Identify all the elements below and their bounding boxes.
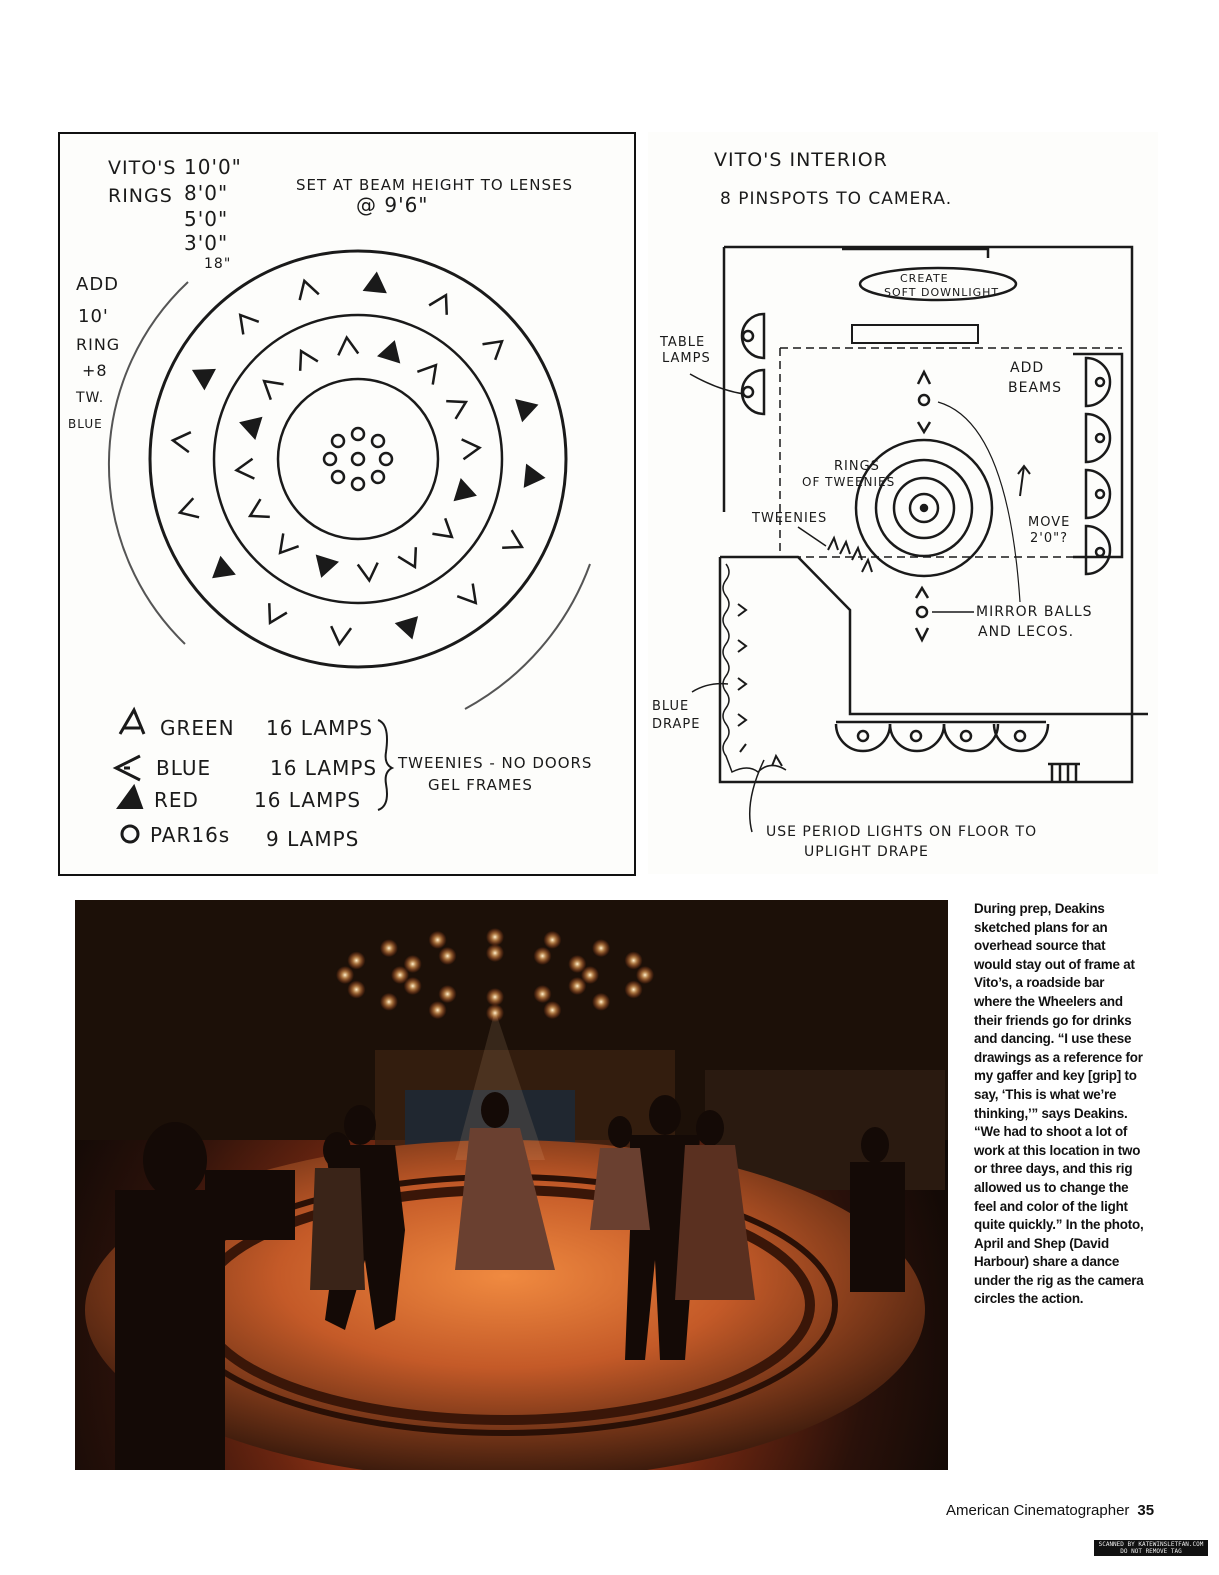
lamp-marker [429,290,455,314]
add-note-6: BLUE [68,417,103,431]
tweenies-label: TWEENIES [752,511,828,526]
lamp-marker [457,584,483,610]
blue-drape-1: BLUE [652,699,690,714]
lamp-marker [446,393,470,419]
lamp-marker [295,278,319,300]
rig-light [592,939,610,957]
beam-height: @ 9'6" [356,193,429,217]
lamp-marker [172,430,191,452]
lamp-marker [397,618,421,640]
blue-drape-2: DRAPE [652,717,701,732]
create-label: CREATE [900,272,949,285]
lamp-marker [233,309,259,335]
rings-label-1: RINGS [834,459,880,474]
rig-light [625,951,643,969]
lamp-marker [238,413,260,437]
lamp-marker [236,459,255,480]
rig-light [486,928,504,946]
uplight-icons [738,604,782,766]
legend-par-count: 9 LAMPS [266,827,360,851]
rig-light [347,951,365,969]
drape-line [723,564,786,772]
rig-light [568,977,586,995]
bottom-lamps-icon [836,722,1080,782]
lamp-marker [189,362,213,388]
lamp-marker [379,339,403,361]
rig-light [486,988,504,1006]
green-lamp-icon [120,710,144,734]
watermark-line-1: SCANNED BY KATEWINSLETFAN.COM [1098,1541,1204,1548]
rig-light [486,944,504,962]
rig-light [625,981,643,999]
red-lamp-icon [118,786,142,808]
page-footer [946,1502,1154,1519]
soft-downlight-label: SOFT DOWNLIGHT [884,286,1000,299]
add-beams-2: BEAMS [1008,380,1062,396]
ring-size-5: 18" [204,256,232,272]
lamp-marker [358,563,379,582]
publication-name: American Cinematographer [946,1502,1130,1519]
rig-light [380,939,398,957]
dance-floor-photo [75,900,948,1470]
legend-blue: BLUE [156,756,212,780]
move-label-2: 2'0"? [1030,531,1068,546]
interior-floor-plan-sketch [648,132,1158,874]
lamp-marker [261,603,287,627]
lighting-rig-sketch [58,132,636,876]
photo-illustration [75,900,948,1470]
add-note-5: TW. [76,390,105,406]
rig-light [534,985,552,1003]
legend-red-count: 16 LAMPS [254,788,362,812]
floor-plan [648,132,1158,874]
floor-plan-title: VITO'S INTERIOR [714,149,888,171]
lamp-marker [462,438,481,459]
rig-light [543,931,561,949]
legend [116,710,592,851]
lamp-marker [525,466,544,488]
add-note-2: 10' [78,306,109,327]
lamp-marker [245,499,269,525]
ring-size-1: 10'0" [184,155,242,179]
mirror-label-1: MIRROR BALLS [976,604,1093,620]
ring-size-3: 5'0" [184,207,229,231]
rig-light [568,955,586,973]
rig-light [429,931,447,949]
lamp-marker [483,334,509,360]
lamp-marker [337,337,358,356]
rig-light [380,993,398,1011]
rig-light [534,947,552,965]
ring-size-2: 8'0" [184,181,229,205]
beam-note: SET AT BEAM HEIGHT TO LENSES [296,176,574,194]
header-vitos: VITO'S [108,157,177,179]
lamp-marker [312,556,336,578]
header-rings: RINGS [108,185,173,207]
rig-light [439,985,457,1003]
lamp-marker [177,498,199,522]
lamp-marker [432,518,458,544]
lamp-marker [272,533,298,559]
rig-light [543,1001,561,1019]
legend-note-2: GEL FRAMES [428,776,533,794]
ring-diagram [60,134,634,874]
legend-green: GREEN [160,716,235,740]
ring-size-4: 3'0" [184,231,229,255]
add-note-4: +8 [82,361,108,380]
lamp-marker [365,273,387,292]
lamp-marker [417,359,443,385]
add-note-3: RING [76,335,121,354]
table-label-1: TABLE [660,335,706,350]
rig-light [347,981,365,999]
lamp-marker [292,346,318,370]
lamp-marker [208,558,234,584]
par16-cluster-icon [324,428,392,490]
floor-plan-subtitle: 8 PINSPOTS TO CAMERA. [720,189,953,209]
rings-label-2: OF TWEENIES [802,475,896,489]
lamp-marker [329,626,351,645]
rig-light [592,993,610,1011]
lamp-marker [502,530,526,556]
table-lamps-icon [742,314,764,414]
period-label-1: USE PERIOD LIGHTS ON FLOOR TO [766,824,1038,840]
add-beams-1: ADD [1010,360,1045,376]
watermark-line-2: DO NOT REMOVE TAG [1120,1548,1182,1555]
photo-caption: During prep, Deakins sketched plans for an overhead source that would stay out of frame at Vito’s, a roadside bar where the Wheelers and their friends go for drinks and dancing. “I use these drawings as a reference for my gaffer and key [grip] to say, ‘This is what we’re thinking,’” says Deakins. “We had to shoot a lot of work at this location in two or three days, and this rig allowed us to change the feel and color of the light quite quickly.” In the photo, April and Shep (David Harbour) share a dance under the rig as the camera circles the action. [974,901,1144,1307]
table-label-2: LAMPS [662,351,711,366]
scan-watermark [1094,1540,1208,1556]
legend-note-1: TWEENIES - NO DOORS [398,754,593,772]
lamp-marker [455,480,477,504]
lamp-marker [258,373,284,399]
beam-lamps-icon [1086,358,1110,574]
brace-icon [378,720,392,810]
rig-light [429,1001,447,1019]
rig-light [439,947,457,965]
rig-light [404,955,422,973]
period-label-2: UPLIGHT DRAPE [804,844,929,860]
lamp-marker [517,396,539,420]
lamp-markers [172,273,544,645]
rig-light [636,966,654,984]
legend-par: PAR16s [150,823,231,847]
move-label-1: MOVE [1028,515,1071,530]
legend-red: RED [154,788,199,812]
lamp-marker [398,547,424,571]
mirror-label-2: AND LECOS. [978,624,1075,640]
page-number: 35 [1137,1502,1155,1519]
par16-icon [122,826,138,842]
legend-blue-count: 16 LAMPS [270,756,378,780]
blue-lamp-icon [116,756,140,780]
add-note-1: ADD [76,274,120,295]
legend-green-count: 16 LAMPS [266,716,374,740]
rig-light [336,966,354,984]
